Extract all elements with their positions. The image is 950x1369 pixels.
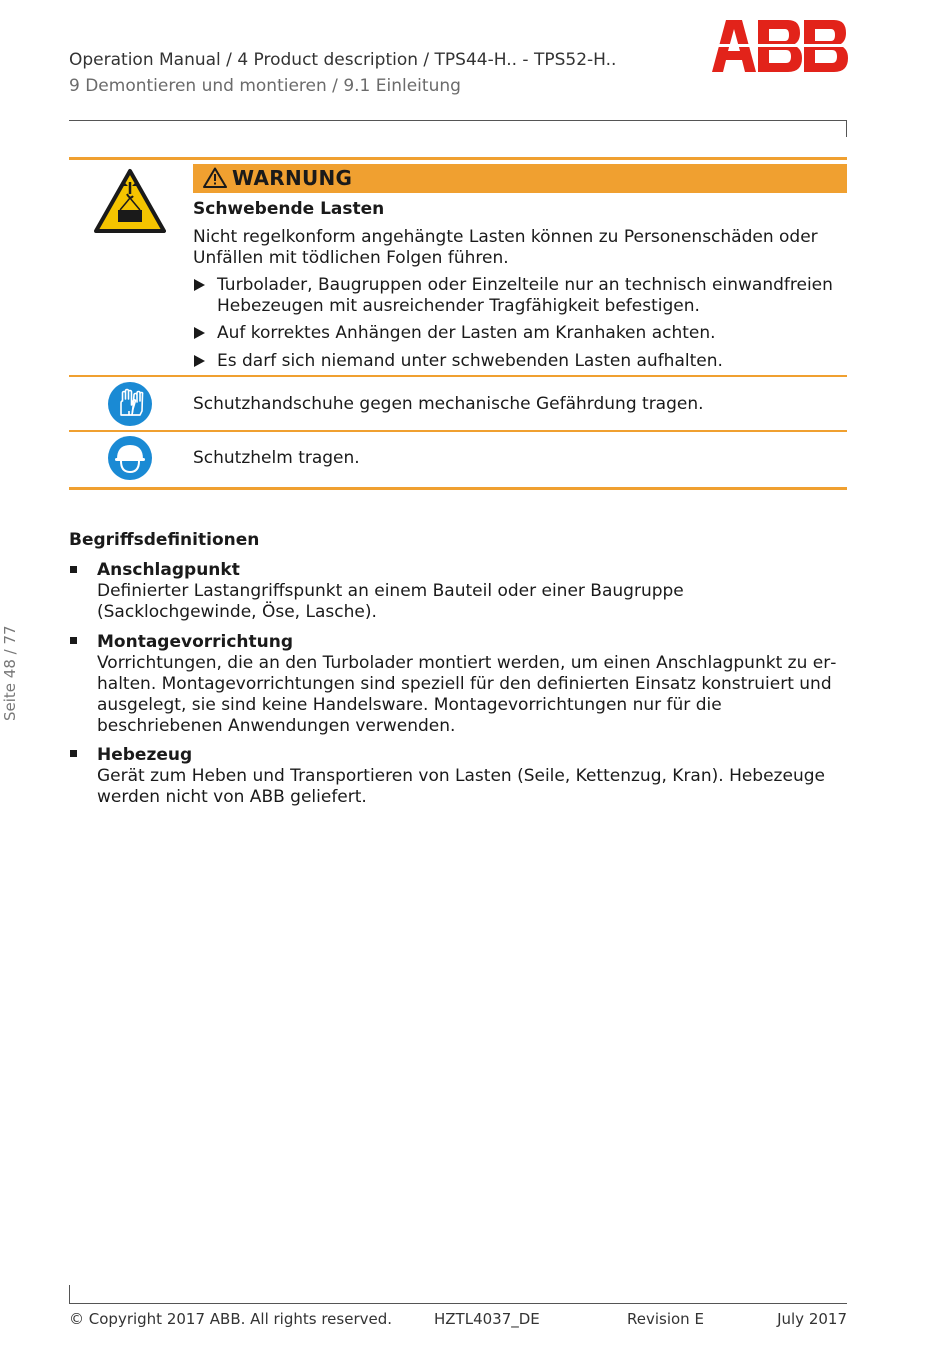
warning-bullet: Turbolader, Baugruppen oder Einzelteile nur an technisch einwandfreien Hebezeugen mit ausreichender Tragfähigkeit befestigen.	[217, 275, 833, 316]
bullet-square-icon	[70, 566, 77, 573]
footer-date: July 2017	[777, 1310, 847, 1328]
footer-revision: Revision E	[627, 1310, 704, 1328]
footer-divider	[69, 1303, 847, 1304]
section-title: 9 Demontieren und montieren / 9.1 Einleitung	[69, 76, 461, 96]
definition-text: Gerät zum Heben und Transportieren von Lasten (Seile, Kettenzug, Kran). Hebezeuge werden nicht von ABB geliefert.	[97, 766, 825, 807]
warning-title: Schwebende Lasten	[193, 199, 385, 219]
ppe-divider	[69, 375, 847, 377]
ppe-divider	[69, 430, 847, 432]
definition-term: Montagevorrichtung	[97, 632, 294, 652]
definition-text: Vorrichtungen, die an den Turbolader montiert werden, um einen Anschlagpunkt zu erhalten. Montagevorrichtungen sind speziell für den definierten Einsatz konstruiert und ausgelegt, sie sind keine Handelsware. Montagevorrichtungen nur für die beschriebenen Anwendungen verwenden.	[97, 653, 837, 736]
footer-copyright: © Copyright 2017 ABB. All rights reserved.	[69, 1310, 393, 1328]
warning-bullet: Es darf sich niemand unter schwebenden Lasten aufhalten.	[217, 351, 723, 371]
bullet-arrow-icon	[194, 279, 205, 291]
definition-term: Anschlagpunkt	[97, 560, 240, 580]
warning-description: Nicht regelkonform angehängte Lasten können zu Personenschäden oder Unfällen mit tödlichen Folgen führen.	[193, 227, 818, 268]
warning-triangle-icon	[203, 167, 227, 188]
breadcrumb: Operation Manual / 4 Product description / TPS44-H.. - TPS52-H..	[69, 50, 617, 70]
hanging-load-hazard-icon	[94, 168, 166, 234]
definition-text: Definierter Lastangriffspunkt an einem Bauteil oder einer Baugruppe (Sacklochgewinde, Öse, Lasche).	[97, 581, 684, 622]
footer-doc-id: HZTL4037_DE	[434, 1310, 540, 1328]
bullet-arrow-icon	[194, 355, 205, 367]
footer-divider-tick	[69, 1285, 70, 1304]
warning-signal-word: WARNUNG	[232, 166, 353, 190]
page-number: Seite 48 / 77	[1, 625, 19, 721]
bullet-arrow-icon	[194, 327, 205, 339]
bullet-square-icon	[70, 750, 77, 757]
definition-term: Hebezeug	[97, 745, 193, 765]
ppe-gloves-text: Schutzhandschuhe gegen mechanische Gefährdung tragen.	[193, 394, 704, 414]
warning-bullet: Auf korrektes Anhängen der Lasten am Kranhaken achten.	[217, 323, 716, 343]
header-divider-tick	[846, 120, 847, 137]
gloves-icon	[107, 381, 153, 427]
header-divider	[69, 120, 847, 121]
ppe-helmet-text: Schutzhelm tragen.	[193, 448, 360, 468]
helmet-icon	[107, 435, 153, 481]
warning-top-rule	[69, 157, 847, 160]
definitions-heading: Begriffsdefinitionen	[69, 530, 260, 550]
warning-bottom-rule	[69, 487, 847, 490]
bullet-square-icon	[70, 637, 77, 644]
abb-logo	[712, 20, 848, 72]
